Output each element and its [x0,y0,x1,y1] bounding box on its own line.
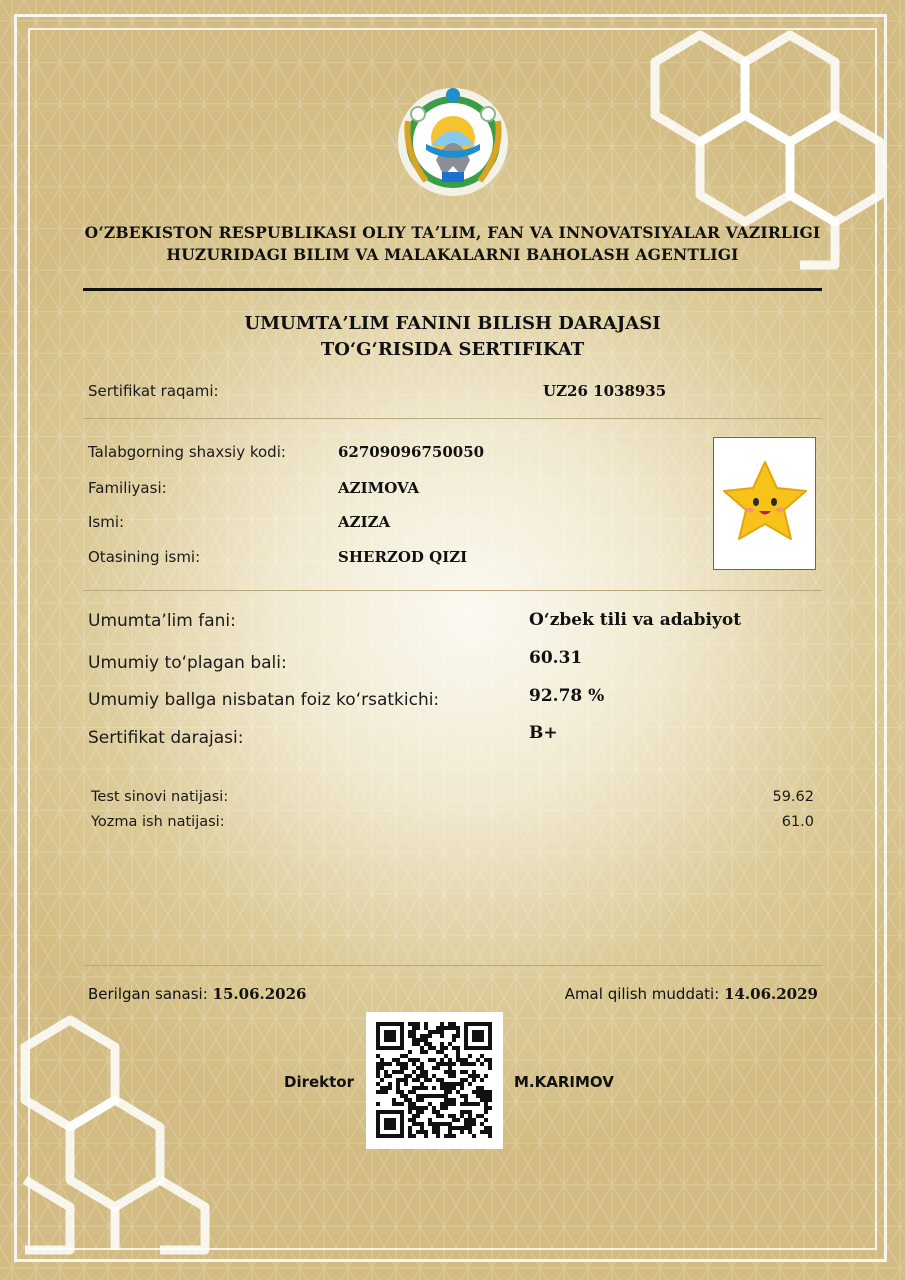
test-result-label: Test sinovi natijasi: [91,789,229,805]
percent-label: Umumiy ballga nisbatan foiz koʻrsatkichi: [88,690,440,710]
certificate-title [40,311,865,363]
director-name: M.KARIMOV [514,1073,614,1091]
issued-date-value: 15.06.2026 [212,985,307,1003]
percent-value: 92.78 % [529,686,605,706]
test-result-value: 59.62 [772,789,814,805]
certificate-number-label: Sertifikat raqami: [88,382,219,400]
certificate-title-line1: UMUMTAʼLIM FANINI BILISH DARAJASI [244,313,661,334]
patronymic-value: SHERZOD QIZI [338,548,468,566]
name-value: AZIZA [338,513,391,531]
certificate-level-label: Sertifikat darajasi: [88,728,244,748]
divider [83,965,822,966]
surname-label: Familiyasi: [88,479,167,497]
valid-until-label: Amal qilish muddati: [564,985,720,1003]
certificate-title-line2: TOʻGʻRISIDA SERTIFIKAT [320,339,585,360]
agency-header-line1: OʻZBEKISTON RESPUBLIKASI OLIY TAʼLIM, FAN VA INNOVATSIYALAR VAZIRLIGI [84,223,821,242]
subject-value: Oʻzbek tili va adabiyot [529,610,742,630]
applicant-photo [713,437,816,570]
valid-until-date [520,985,818,1003]
personal-id-label: Talabgorning shaxsiy kodi: [88,443,286,461]
subject-label: Umumtaʼlim fani: [88,611,236,631]
divider [83,590,822,591]
verification-qr-code[interactable] [366,1012,503,1149]
written-result-value: 61.0 [781,814,814,830]
personal-id-value: 62709096750050 [338,443,485,461]
certificate-number-value: UZ26 1038935 [543,382,667,400]
name-label: Ismi: [88,513,125,531]
issued-date-label: Berilgan sanasi: [88,985,208,1003]
total-score-value: 60.31 [529,648,583,668]
divider [83,418,822,419]
certificate-level-value: B+ [529,723,558,743]
valid-until-value: 14.06.2029 [724,985,818,1003]
surname-value: AZIMOVA [338,479,420,497]
agency-header-line2: HUZURIDAGI BILIM VA MALAKALARNI BAHOLASH AGENTLIGI [166,245,739,264]
state-emblem-icon [396,86,510,198]
header-divider [83,288,822,291]
star-face-icon [714,438,815,569]
issued-date [88,985,307,1003]
director-title: Direktor [284,1073,355,1091]
agency-header [40,222,865,266]
written-result-label: Yozma ish natijasi: [91,814,225,830]
qr-code-icon [366,1012,503,1149]
total-score-label: Umumiy toʻplagan bali: [88,653,287,673]
patronymic-label: Otasining ismi: [88,548,201,566]
